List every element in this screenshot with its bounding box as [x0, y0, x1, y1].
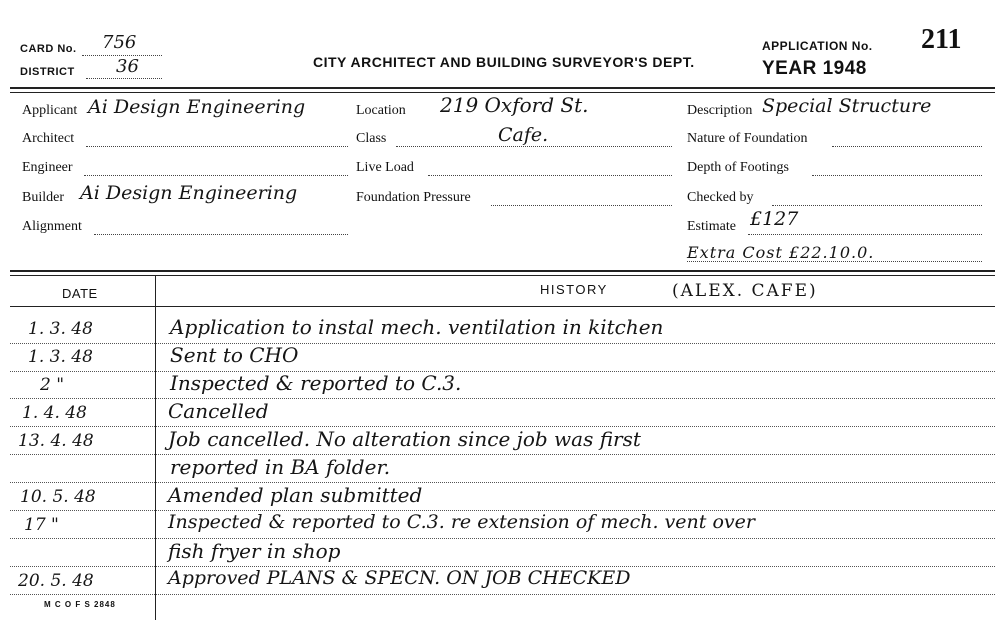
- row-text: Sent to CHO: [170, 343, 299, 367]
- row-date: 13. 4. 48: [18, 431, 94, 451]
- row-text: Application to instal mech. ventilation in kitchen: [170, 315, 664, 339]
- live-load-rule: [428, 175, 672, 176]
- foundation-pressure-rule: [491, 205, 672, 206]
- year-label: YEAR 1948: [762, 58, 867, 79]
- row-text: Amended plan submitted: [168, 483, 423, 507]
- class-rule: [396, 146, 672, 147]
- architect-label: Architect: [22, 131, 75, 146]
- architect-rule: [86, 146, 348, 147]
- foundation-pressure-label: Foundation Pressure: [356, 190, 471, 205]
- extra-cost-rule: [687, 261, 982, 262]
- applicant-value: Ai Design Engineering: [88, 96, 306, 118]
- depth-rule: [812, 175, 982, 176]
- row-rule: [10, 482, 995, 483]
- row-date: 1. 4. 48: [22, 403, 87, 423]
- row-date: 1. 3. 48: [28, 347, 93, 367]
- alignment-label: Alignment: [22, 219, 82, 234]
- district-rule: [86, 78, 162, 79]
- row-text: Inspected & reported to C.3.: [170, 371, 462, 395]
- builder-value: Ai Design Engineering: [80, 182, 298, 204]
- row-text: fish fryer in shop: [168, 539, 341, 563]
- checked-label: Checked by: [687, 190, 754, 205]
- date-column-divider: [155, 275, 156, 620]
- top-rule: [10, 87, 995, 89]
- builder-label: Builder: [22, 190, 64, 205]
- row-rule: [10, 454, 995, 455]
- application-no-value: 211: [921, 24, 962, 55]
- form-code: M C O F S 2848: [44, 600, 116, 609]
- history-header: HISTORY: [540, 282, 608, 297]
- dept-title: CITY ARCHITECT AND BUILDING SURVEYOR'S DEPT.: [313, 54, 695, 70]
- alignment-rule: [94, 234, 348, 235]
- location-value: 219 Oxford St.: [440, 93, 589, 117]
- row-text: Cancelled: [168, 399, 269, 423]
- card-no-value: 756: [102, 32, 137, 53]
- estimate-value: £127: [750, 208, 799, 230]
- row-date: 20. 5. 48: [18, 571, 94, 591]
- applicant-label: Applicant: [22, 103, 78, 118]
- row-rule: [10, 538, 995, 539]
- row-date: 1. 3. 48: [28, 319, 93, 339]
- history-top-rule-thin: [10, 275, 995, 276]
- class-label: Class: [356, 131, 387, 146]
- nature-label: Nature of Foundation: [687, 131, 808, 146]
- row-rule: [10, 398, 995, 399]
- row-text: Approved PLANS & SPECN. ON JOB CHECKED: [168, 567, 631, 589]
- estimate-rule: [748, 234, 982, 235]
- history-top-rule: [10, 270, 995, 272]
- row-rule: [10, 594, 995, 595]
- row-date: 2 ": [40, 375, 65, 395]
- checked-rule: [772, 205, 982, 206]
- estimate-label: Estimate: [687, 219, 736, 234]
- location-label: Location: [356, 103, 406, 118]
- row-date: 10. 5. 48: [20, 487, 96, 507]
- district-label: DISTRICT: [20, 66, 75, 78]
- application-no-label: APPLICATION No.: [762, 39, 873, 53]
- card-no-label: CARD No.: [20, 43, 77, 55]
- row-rule: [10, 371, 995, 372]
- date-header: DATE: [62, 286, 98, 301]
- row-rule: [10, 343, 995, 344]
- description-value: Special Structure: [762, 95, 932, 117]
- row-text: Job cancelled. No alteration since job was first: [168, 427, 641, 451]
- extra-cost-value: Extra Cost £22.10.0.: [687, 243, 875, 262]
- class-value: Cafe.: [498, 124, 549, 146]
- row-date: 17 ": [24, 515, 59, 535]
- row-text: reported in BA folder.: [170, 455, 391, 479]
- history-header-rule: [10, 306, 995, 307]
- nature-rule: [832, 146, 982, 147]
- history-note: (ALEX. CAFE): [672, 281, 818, 301]
- description-label: Description: [687, 103, 753, 118]
- engineer-rule: [84, 175, 348, 176]
- depth-label: Depth of Footings: [687, 160, 789, 175]
- row-text: Inspected & reported to C.3. re extension of mech. vent over: [168, 511, 755, 533]
- district-value: 36: [116, 56, 139, 77]
- engineer-label: Engineer: [22, 160, 73, 175]
- live-load-label: Live Load: [356, 160, 414, 175]
